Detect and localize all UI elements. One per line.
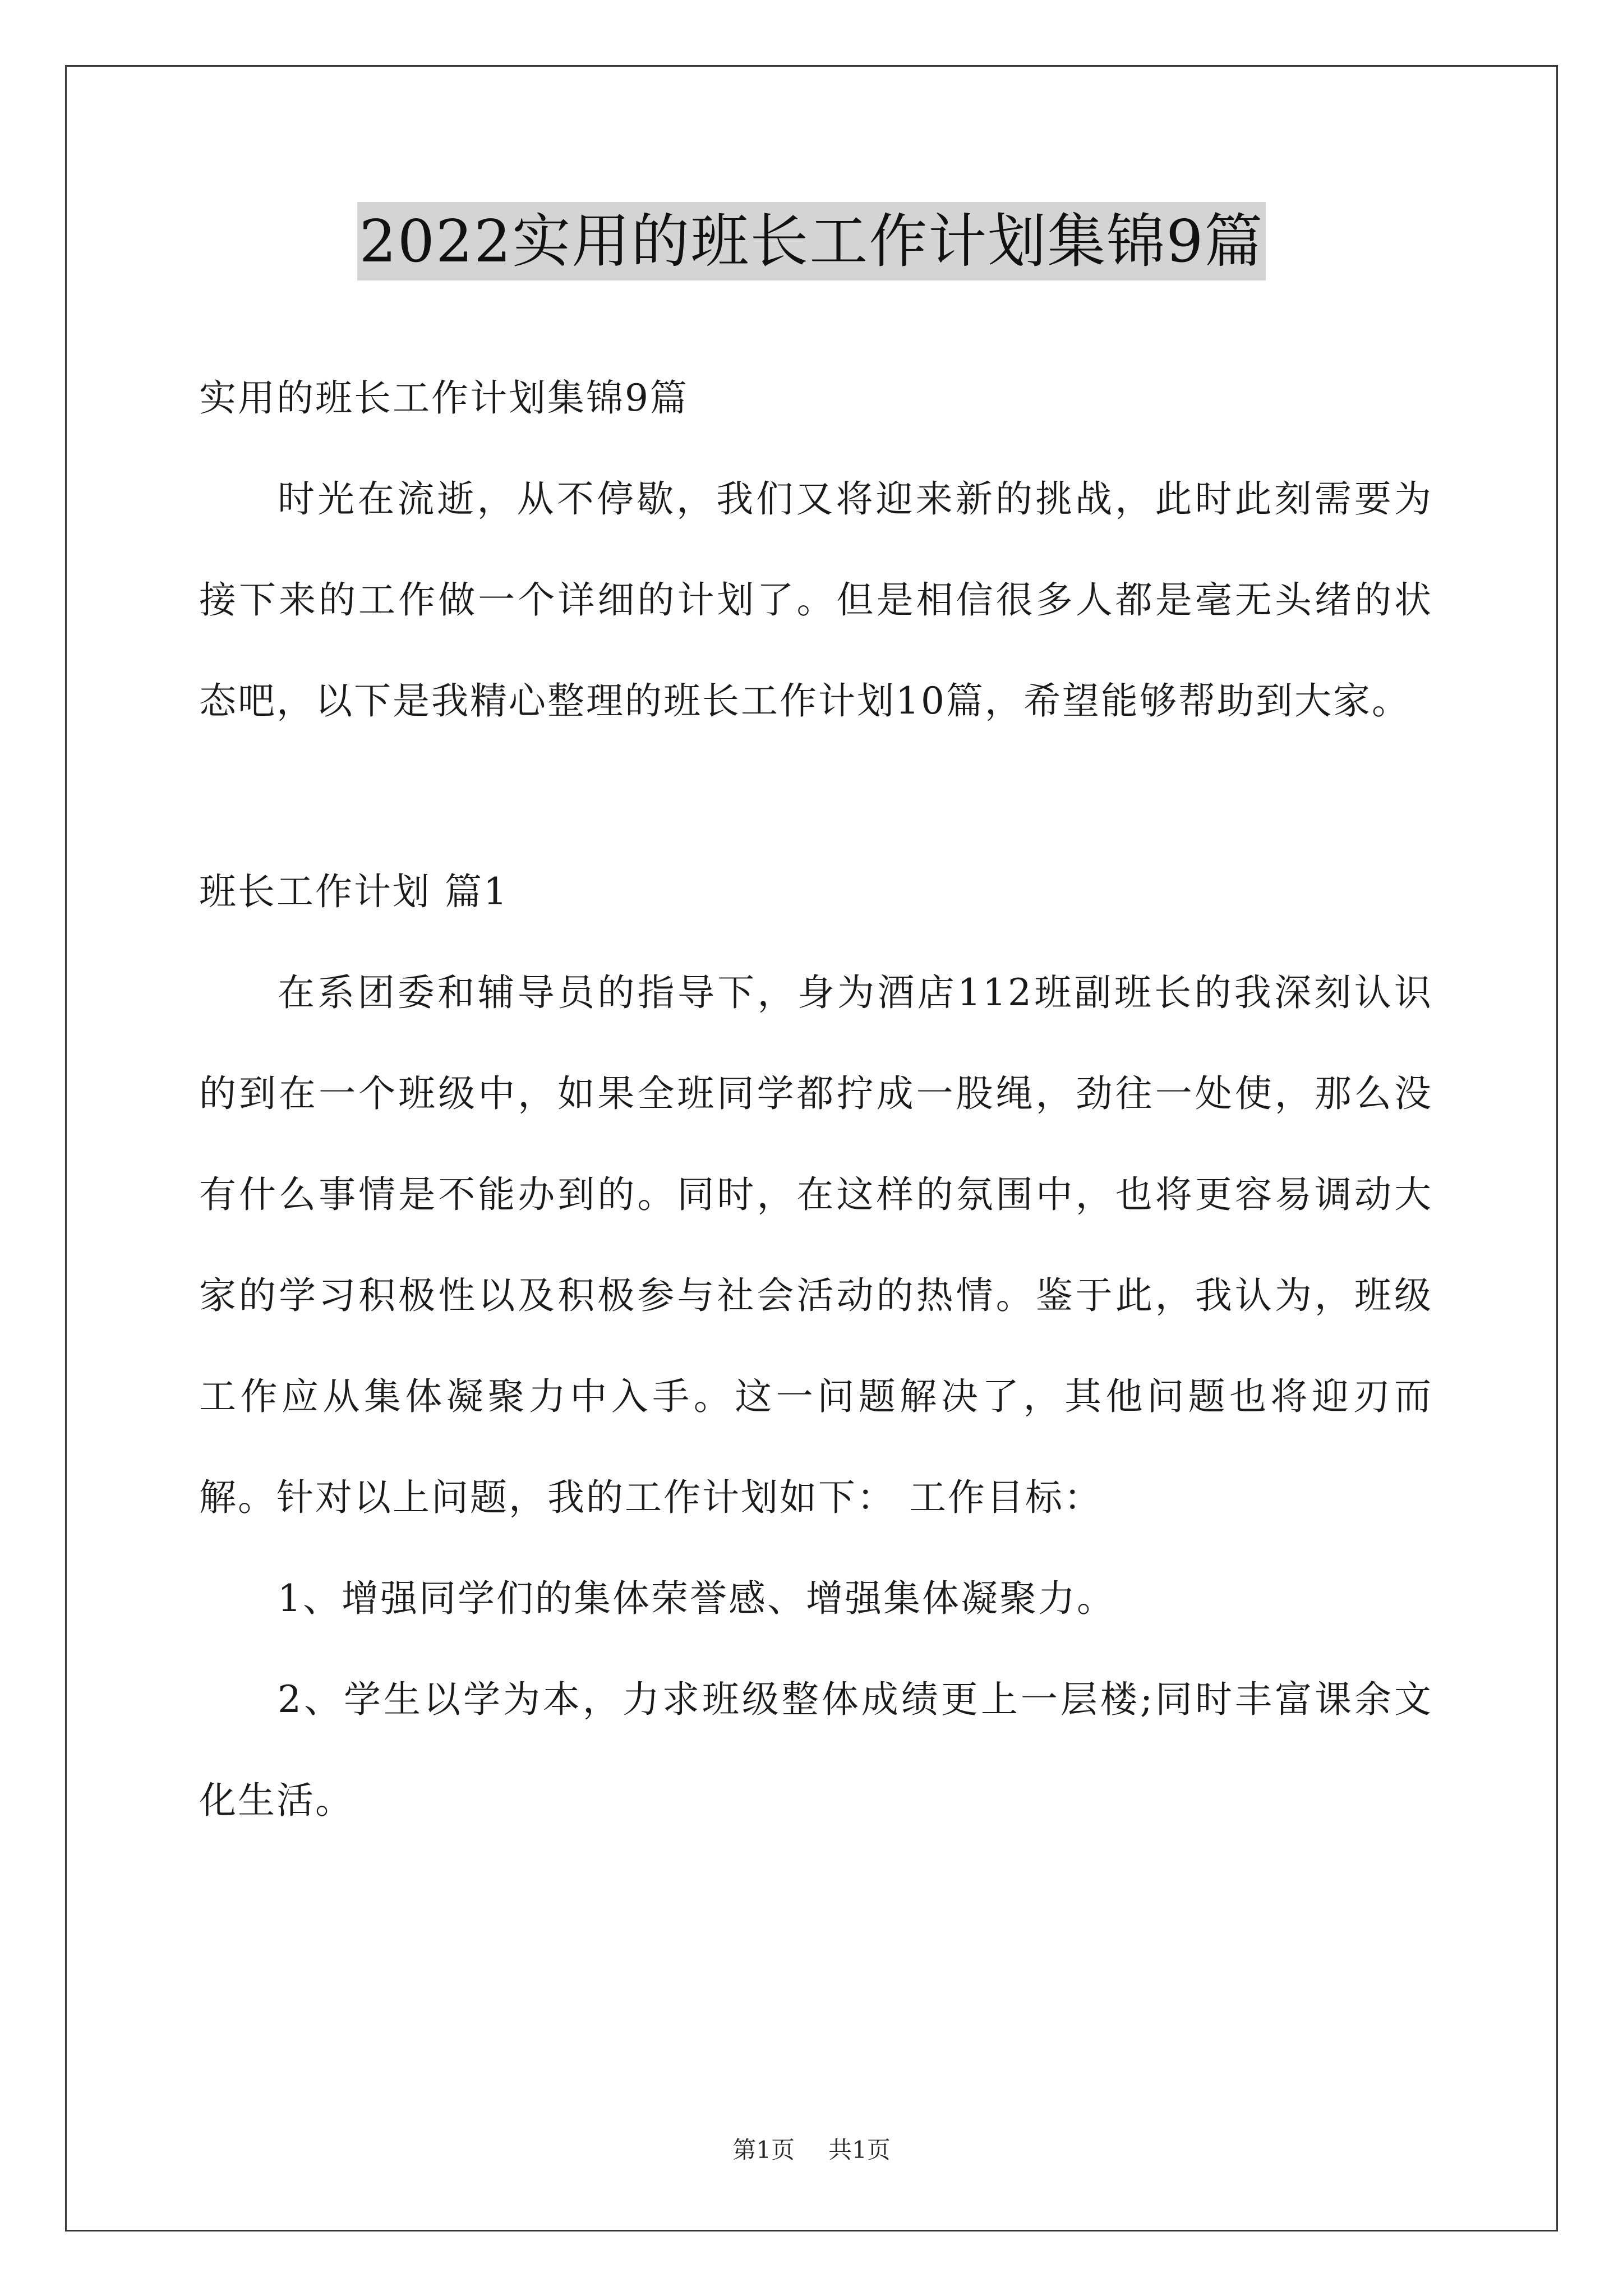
document-subtitle: 实用的班长工作计划集锦9篇 xyxy=(199,376,689,420)
paragraph-spacer xyxy=(199,752,1433,841)
page-total: 共1页 xyxy=(828,2136,891,2164)
title-container xyxy=(0,202,1623,280)
document-body xyxy=(199,348,1433,1851)
section-heading: 班长工作计划 篇1 xyxy=(199,870,509,913)
document-title: 2022实用的班长工作计划集锦9篇 xyxy=(357,202,1266,280)
section-paragraph: 在系团委和辅导员的指导下，身为酒店112班副班长的我深刻认识的到在一个班级中，如果全班同学都拧成一股绳，劲往一处使，那么没有什么事情是不能办到的。同时，在这样的氛围中，也将更容易调动大家的学习积极性以及积极参与社会活动的热情。鉴于此，我认为，班级工作应从集体凝聚力中入手。这一问题解决了，其他问题也将迎刃而解。针对以上问题，我的工作计划如下： 工作目标： xyxy=(199,971,1433,1519)
intro-paragraph: 时光在流逝，从不停歇，我们又将迎来新的挑战，此时此刻需要为接下来的工作做一个详细的计划了。但是相信很多人都是毫无头绪的状态吧，以下是我精心整理的班长工作计划10篇，希望能够帮助到大家。 xyxy=(199,477,1433,723)
goal-item-1: 1、增强同学们的集体荣誉感、增强集体凝聚力。 xyxy=(278,1577,1115,1620)
page-footer xyxy=(0,2132,1623,2165)
goal-item-2: 2、学生以学为本，力求班级整体成绩更上一层楼;同时丰富课余文化生活。 xyxy=(199,1678,1433,1822)
page-number: 第1页 xyxy=(732,2136,795,2164)
